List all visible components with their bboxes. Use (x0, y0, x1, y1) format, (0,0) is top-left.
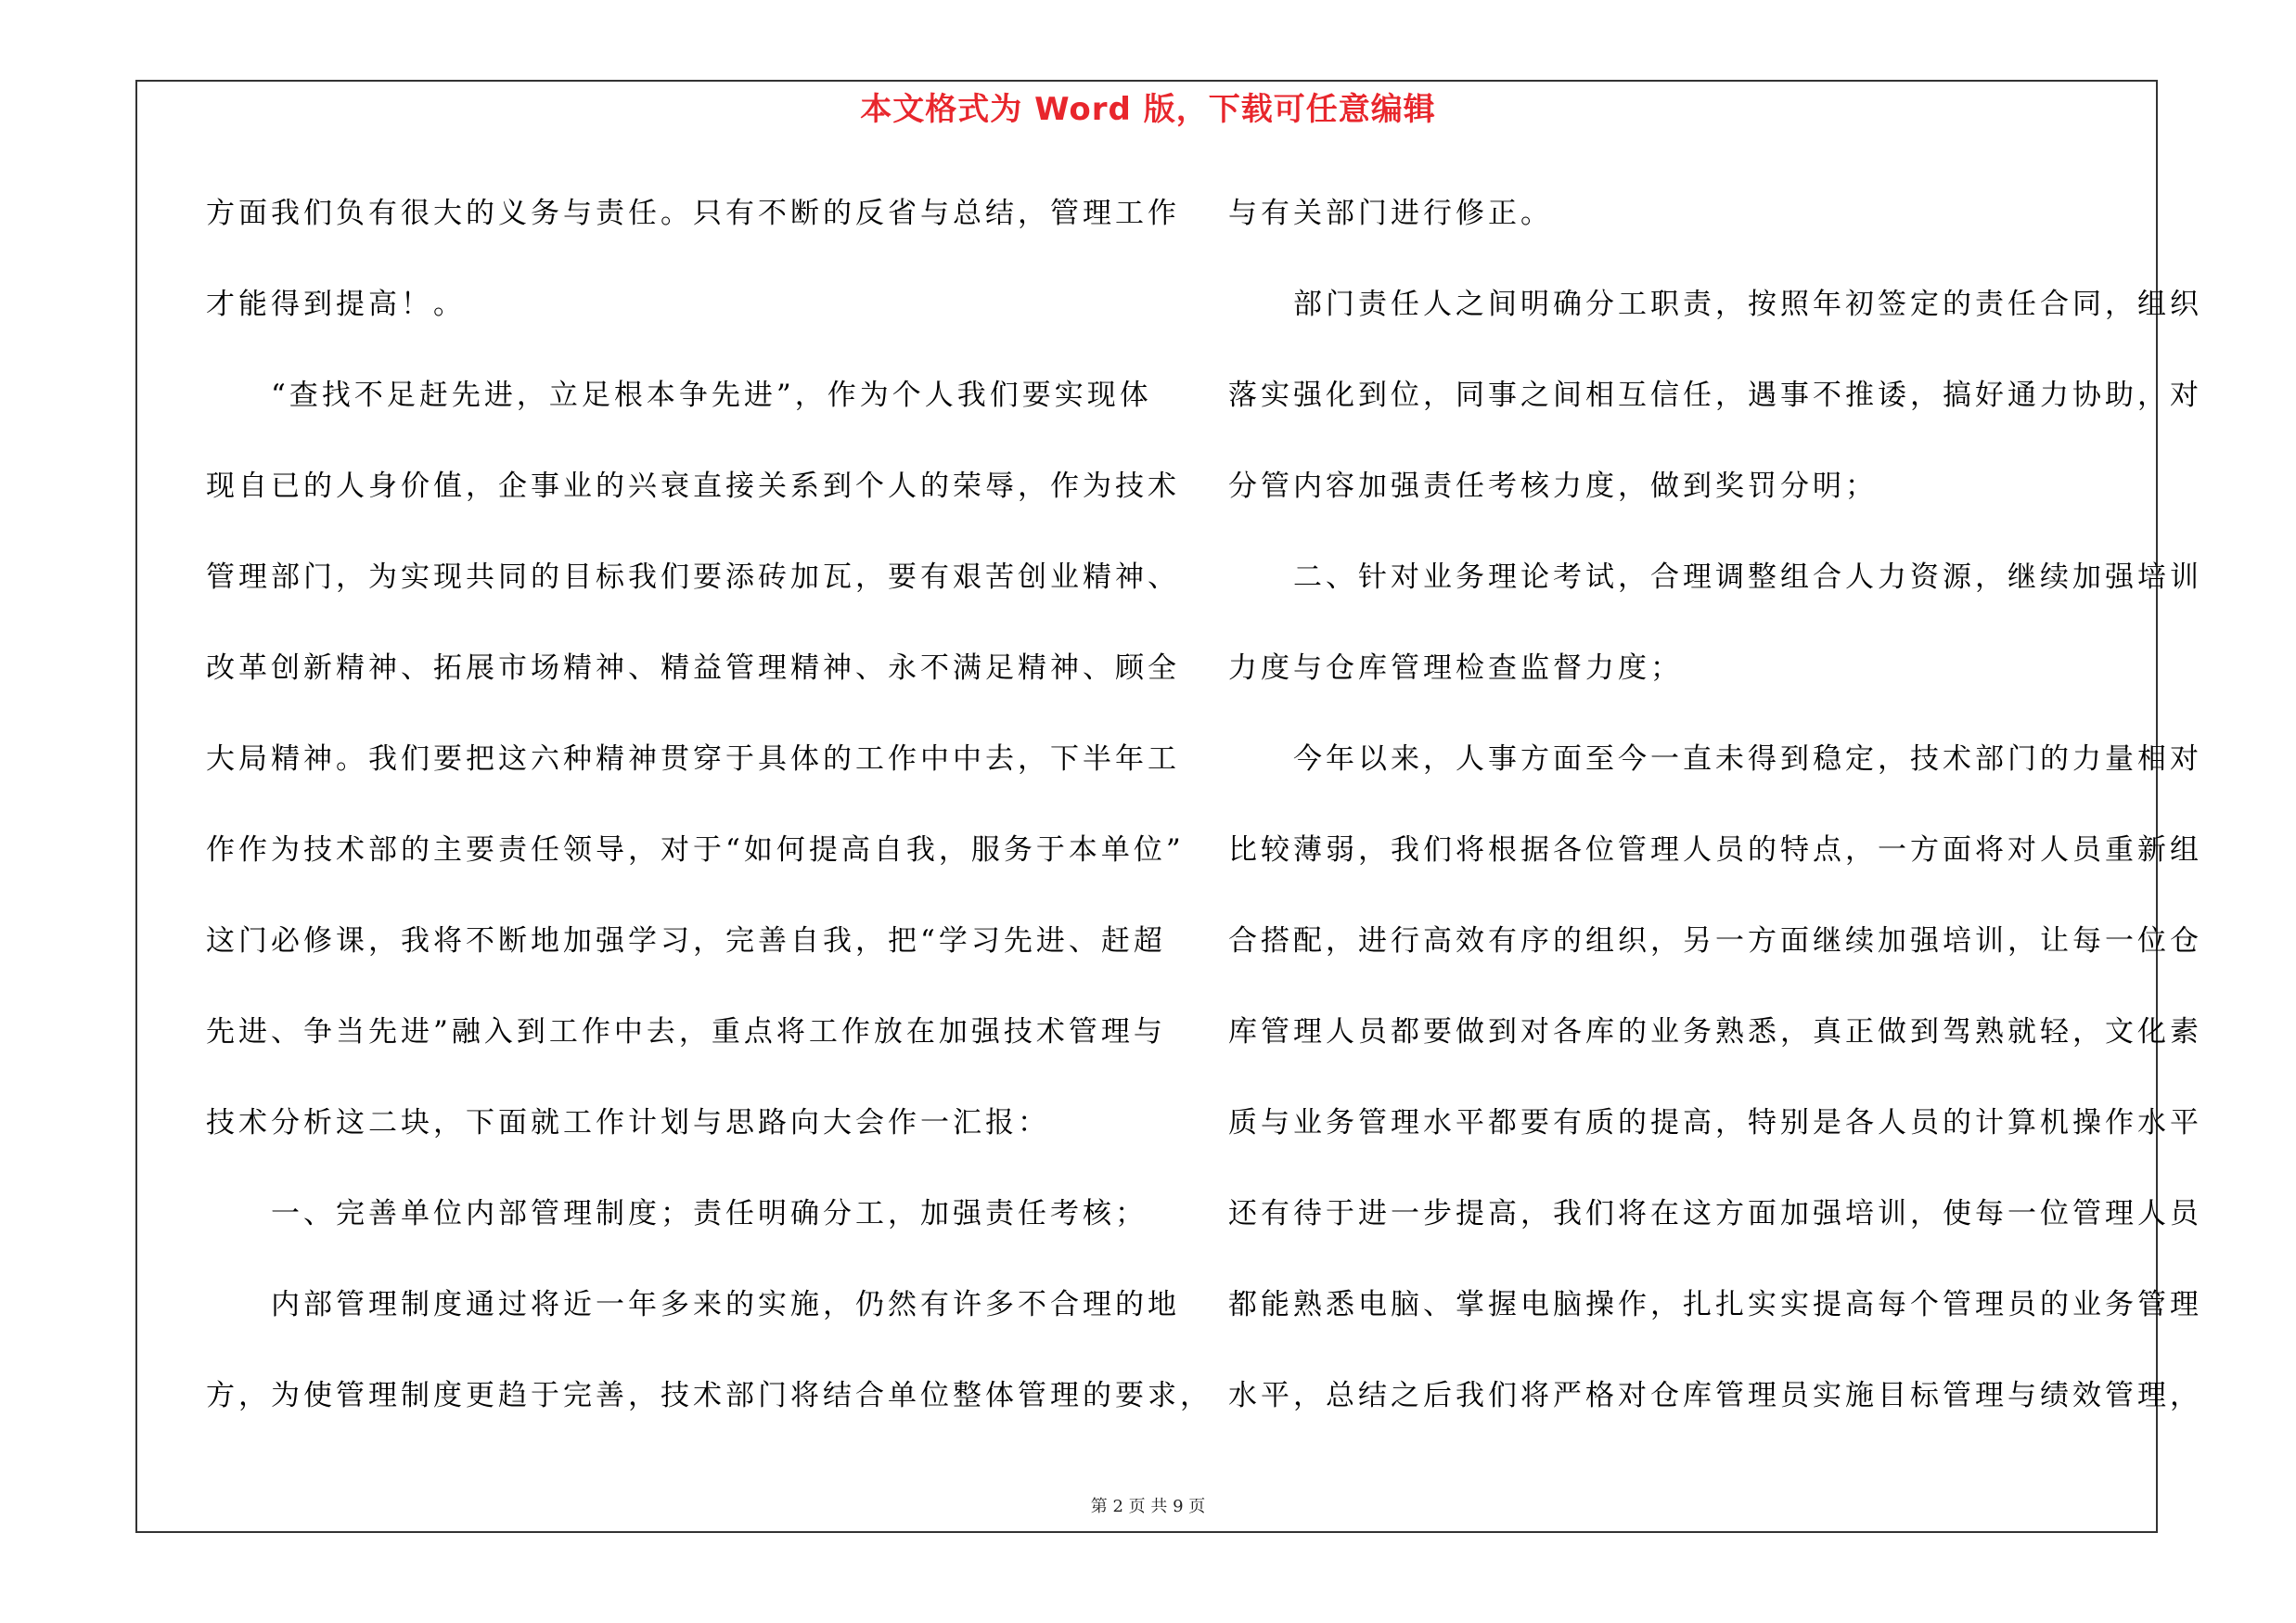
body-text-line: 现自已的人身价值，企事业的兴衰直接关系到个人的荣辱，作为技术 (206, 470, 1180, 503)
body-text-line: 比较薄弱，我们将根据各位管理人员的特点，一方面将对人员重新组 (1228, 833, 2202, 867)
body-text-line: 部门责任人之间明确分工职责，按照年初签定的责任合同，组织 (1228, 288, 2202, 321)
body-text-line: 方面我们负有很大的义务与责任。只有不断的反省与总结，管理工作 (206, 197, 1180, 230)
body-text-line: “查找不足赶先进，立足根本争先进”，作为个人我们要实现体 (206, 379, 1152, 412)
body-text-line: 都能熟悉电脑、掌握电脑操作，扎扎实实提高每个管理员的业务管理 (1228, 1288, 2202, 1321)
right-text-column (1228, 186, 2202, 1459)
body-text-line: 还有待于进一步提高，我们将在这方面加强培训，使每一位管理人员 (1228, 1197, 2202, 1230)
format-notice-banner: 本文格式为 Word 版，下载可任意编辑 (860, 91, 1436, 128)
body-text-line: 合搭配，进行高效有序的组织，另一方面继续加强培训，让每一位仓 (1228, 924, 2202, 958)
body-text-line: 作作为技术部的主要责任领导，对于“如何提高自我，服务于本单位” (206, 833, 1185, 867)
body-text-line: 分管内容加强责任考核力度，做到奖罚分明； (1228, 470, 1878, 503)
body-text-line: 内部管理制度通过将近一年多来的实施，仍然有许多不合理的地 (206, 1288, 1180, 1321)
body-text-line: 一、完善单位内部管理制度；责任明确分工，加强责任考核； (206, 1197, 1148, 1230)
body-text-line: 与有关部门进行修正。 (1228, 197, 1553, 230)
body-text-line: 才能得到提高！。 (206, 288, 466, 321)
body-text-line: 落实强化到位，同事之间相互信任，遇事不推诿，搞好通力协助，对 (1228, 379, 2202, 412)
body-text-line: 库管理人员都要做到对各库的业务熟悉，真正做到驾熟就轻，文化素 (1228, 1015, 2202, 1049)
body-text-line: 这门必修课，我将不断地加强学习，完善自我，把“学习先进、赶超 (206, 924, 1166, 958)
body-text-line: 水平，总结之后我们将严格对仓库管理员实施目标管理与绩效管理， (1228, 1379, 2202, 1412)
page-number-footer: 第 2 页 共 9 页 (1090, 1497, 1206, 1516)
body-text-line: 今年以来，人事方面至今一直未得到稳定，技术部门的力量相对 (1228, 742, 2202, 776)
body-text-line: 二、针对业务理论考试，合理调整组合人力资源，继续加强培训 (1228, 560, 2202, 594)
body-text-line: 力度与仓库管理检查监督力度； (1228, 651, 1683, 685)
body-text-line: 管理部门，为实现共同的目标我们要添砖加瓦，要有艰苦创业精神、 (206, 560, 1180, 594)
body-text-line: 方，为使管理制度更趋于完善，技术部门将结合单位整体管理的要求， (206, 1379, 1212, 1412)
left-text-column (206, 186, 1212, 1459)
body-text-line: 质与业务管理水平都要有质的提高，特别是各人员的计算机操作水平 (1228, 1106, 2202, 1140)
body-text-line: 技术分析这二块，下面就工作计划与思路向大会作一汇报： (206, 1106, 1050, 1140)
body-text-line: 先进、争当先进”融入到工作中去，重点将工作放在加强技术管理与 (206, 1015, 1166, 1049)
body-text-line: 改革创新精神、拓展市场精神、精益管理精神、永不满足精神、顾全 (206, 651, 1180, 685)
body-text-line: 大局精神。我们要把这六种精神贯穿于具体的工作中中去，下半年工 (206, 742, 1180, 776)
